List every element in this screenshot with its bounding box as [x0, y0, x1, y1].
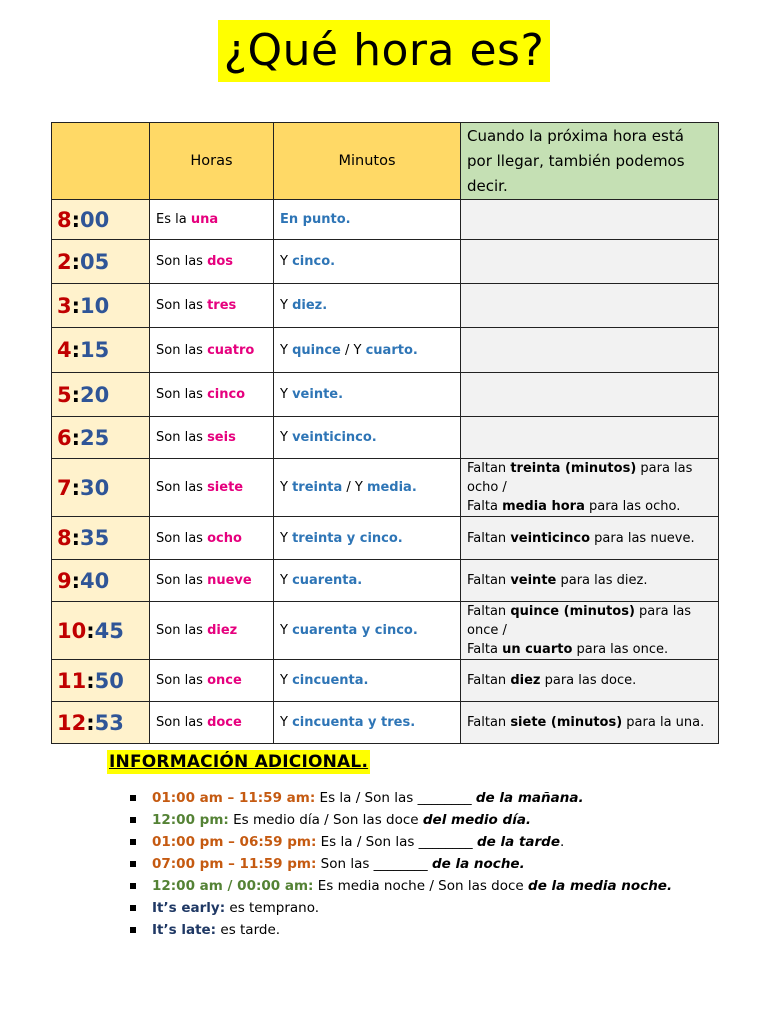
time-hour: 5	[57, 382, 72, 407]
note-cell	[461, 373, 719, 417]
time-colon: :	[71, 526, 81, 550]
info-label: It’s late:	[152, 922, 217, 938]
horas-word: ocho	[207, 530, 242, 546]
minutos-prefix: Y	[280, 623, 293, 638]
note-cell	[461, 200, 719, 240]
note-text: Faltan	[467, 604, 511, 619]
info-label: It’s early:	[152, 900, 226, 916]
time-colon: :	[86, 668, 95, 693]
minutos-prefix: Y	[280, 673, 293, 688]
time-hour: 10	[57, 618, 87, 643]
table-row	[52, 284, 719, 328]
time-table	[51, 122, 719, 744]
bullet-icon	[130, 861, 136, 867]
time-colon: :	[71, 425, 81, 450]
header-blank	[52, 123, 150, 200]
minutos-cell	[274, 284, 461, 328]
time-minute: 20	[80, 382, 110, 407]
note-text: Falta	[467, 642, 503, 657]
info-title: INFORMACIÓN ADICIONAL.	[109, 752, 369, 772]
info-item	[108, 897, 748, 919]
time-hour: 9	[57, 568, 72, 593]
horas-prefix: Son las	[156, 298, 208, 313]
note-cell	[461, 284, 719, 328]
minutos-word: quince	[292, 342, 341, 358]
time-colon: :	[71, 475, 81, 500]
bullet-icon	[130, 817, 136, 823]
minutos-prefix: Y	[280, 387, 293, 402]
time-colon: :	[71, 249, 81, 274]
minutos-word: cuarenta y cinco.	[292, 623, 418, 638]
minutos-cell	[274, 660, 461, 702]
info-text: Es la / Son las ________	[315, 790, 476, 806]
horas-prefix: Son las	[156, 430, 208, 445]
note-text: para las nueve.	[590, 530, 695, 546]
info-emphasis: de la noche.	[431, 856, 525, 872]
time-minute: 05	[80, 249, 110, 274]
bullet-icon	[130, 883, 136, 889]
horas-word: dos	[207, 254, 234, 269]
horas-prefix: Son las	[156, 715, 208, 730]
time-hour: 6	[57, 425, 72, 450]
info-label: 01:00 am – 11:59 am:	[152, 790, 316, 806]
note-text: para las once.	[572, 642, 669, 657]
note-bold: diez	[510, 673, 541, 688]
bullet-icon	[130, 795, 136, 801]
horas-cell	[150, 373, 274, 417]
time-hour: 8	[57, 207, 72, 232]
time-colon: :	[71, 207, 81, 232]
horas-word: doce	[207, 715, 242, 730]
time-hour: 8	[57, 526, 72, 550]
time-cell	[52, 459, 150, 517]
note-text: Faltan	[467, 530, 511, 546]
info-text: es tarde.	[216, 922, 281, 938]
note-bold: media hora	[502, 499, 585, 514]
table-row	[52, 240, 719, 284]
minutos-sep: / Y	[340, 342, 366, 358]
info-label: 01:00 pm – 06:59 pm:	[152, 834, 317, 850]
minutos-word: treinta y cinco.	[292, 530, 403, 546]
time-minute: 15	[80, 338, 110, 362]
info-list	[108, 787, 748, 941]
horas-prefix: Es la	[156, 212, 191, 227]
bullet-icon	[130, 905, 136, 911]
horas-cell	[150, 284, 274, 328]
minutos-prefix: Y	[280, 254, 293, 269]
time-cell	[52, 240, 150, 284]
time-cell	[52, 517, 150, 560]
minutos-cell	[274, 702, 461, 744]
minutos-prefix: Y	[280, 530, 293, 546]
note-text: Falta	[467, 499, 503, 514]
table-row	[52, 200, 719, 240]
minutos-cell	[274, 602, 461, 660]
info-emphasis: de la tarde	[476, 834, 560, 850]
info-item	[108, 853, 748, 875]
horas-prefix: Son las	[156, 530, 208, 546]
note-bold: veinte	[510, 573, 557, 588]
minutos-cell	[274, 560, 461, 602]
minutos-word-alt: cuarto.	[365, 342, 418, 358]
note-cell	[461, 517, 719, 560]
horas-word: cinco	[207, 387, 246, 402]
time-cell	[52, 373, 150, 417]
minutos-cell	[274, 417, 461, 459]
note-cell	[461, 660, 719, 702]
minutos-word: veinticinco.	[292, 430, 377, 445]
note-bold: treinta (minutos)	[510, 461, 637, 476]
note-text: Faltan	[467, 673, 511, 688]
table-row	[52, 560, 719, 602]
info-emphasis: de la mañana.	[475, 790, 584, 806]
note-text: Faltan	[467, 573, 511, 588]
table-row	[52, 517, 719, 560]
info-emphasis: de la media noche.	[528, 878, 673, 894]
time-minute: 00	[80, 207, 110, 232]
page-title: ¿Qué hora es?	[218, 20, 551, 82]
horas-prefix: Son las	[156, 573, 208, 588]
header-horas: Horas	[150, 123, 274, 200]
time-minute: 50	[94, 668, 124, 693]
time-colon: :	[71, 338, 81, 362]
minutos-word: treinta	[292, 480, 343, 495]
info-text: Es medio día / Son las doce	[228, 812, 423, 828]
minutos-word: cincuenta y tres.	[292, 715, 416, 730]
time-cell	[52, 702, 150, 744]
horas-cell	[150, 417, 274, 459]
horas-word: tres	[207, 298, 237, 313]
time-hour: 4	[57, 338, 72, 362]
table-row	[52, 660, 719, 702]
horas-prefix: Son las	[156, 480, 208, 495]
minutos-word: diez.	[292, 298, 328, 313]
note-text: Faltan	[467, 715, 511, 730]
note-cell	[461, 240, 719, 284]
note-cell	[461, 602, 719, 660]
note-bold: siete (minutos)	[510, 715, 623, 730]
horas-word: once	[207, 673, 242, 688]
note-cell	[461, 702, 719, 744]
table-row	[52, 602, 719, 660]
time-minute: 40	[80, 568, 110, 593]
info-text: es temprano.	[225, 900, 320, 916]
horas-cell	[150, 702, 274, 744]
minutos-cell	[274, 517, 461, 560]
table-row	[52, 373, 719, 417]
info-label: 12:00 am / 00:00 am:	[152, 878, 314, 894]
horas-prefix: Son las	[156, 342, 208, 358]
minutos-word: cincuenta.	[292, 673, 369, 688]
info-tail: .	[559, 834, 565, 850]
time-cell	[52, 284, 150, 328]
table-body	[52, 200, 719, 744]
time-hour: 7	[57, 475, 72, 500]
minutos-cell	[274, 240, 461, 284]
horas-word: cuatro	[207, 342, 255, 358]
time-colon: :	[71, 382, 81, 407]
minutos-sep: / Y	[342, 480, 367, 495]
time-hour: 3	[57, 293, 72, 318]
minutos-prefix: Y	[280, 480, 293, 495]
note-cell	[461, 417, 719, 459]
horas-cell	[150, 517, 274, 560]
horas-cell	[150, 459, 274, 517]
horas-cell	[150, 560, 274, 602]
time-minute: 53	[94, 710, 124, 735]
note-bold: un cuarto	[502, 642, 573, 657]
horas-word: una	[190, 212, 219, 227]
horas-cell	[150, 200, 274, 240]
note-bold: quince (minutos)	[510, 604, 635, 619]
time-minute: 45	[94, 618, 124, 643]
header-minutos: Minutos	[274, 123, 461, 200]
table-row	[52, 459, 719, 517]
minutos-prefix: Y	[280, 298, 293, 313]
info-emphasis: del medio día.	[422, 812, 532, 828]
time-colon: :	[86, 710, 95, 735]
info-item	[108, 875, 748, 897]
horas-cell	[150, 602, 274, 660]
table-row	[52, 328, 719, 373]
note-cell	[461, 560, 719, 602]
time-cell	[52, 200, 150, 240]
horas-word: diez	[207, 623, 238, 638]
horas-prefix: Son las	[156, 623, 208, 638]
horas-word: siete	[207, 480, 244, 495]
time-hour: 12	[57, 710, 87, 735]
note-text: Faltan	[467, 461, 511, 476]
note-text: para las diez.	[556, 573, 648, 588]
bullet-icon	[130, 927, 136, 933]
note-text: para las ocho /	[467, 461, 693, 495]
time-minute: 25	[80, 425, 110, 450]
minutos-prefix: Y	[280, 430, 293, 445]
horas-prefix: Son las	[156, 387, 208, 402]
time-minute: 35	[80, 526, 110, 550]
time-hour: 2	[57, 249, 72, 274]
header-row	[52, 123, 719, 200]
info-text: Es la / Son las ________	[316, 834, 477, 850]
info-label: 07:00 pm – 11:59 pm:	[152, 856, 317, 872]
minutos-prefix: Y	[280, 715, 293, 730]
horas-cell	[150, 328, 274, 373]
horas-word: nueve	[207, 573, 252, 588]
minutos-word-alt: media.	[366, 480, 417, 495]
horas-prefix: Son las	[156, 254, 208, 269]
minutos-word: veinte.	[292, 387, 344, 402]
horas-word: seis	[207, 430, 236, 445]
minutos-word: cuarenta.	[292, 573, 363, 588]
info-item	[108, 919, 748, 941]
note-bold: veinticinco	[510, 530, 591, 546]
time-cell	[52, 328, 150, 373]
minutos-cell	[274, 328, 461, 373]
note-text: para las doce.	[540, 673, 637, 688]
horas-cell	[150, 240, 274, 284]
horas-cell	[150, 660, 274, 702]
time-cell	[52, 602, 150, 660]
table-row	[52, 417, 719, 459]
minutos-word: En punto.	[280, 212, 351, 227]
info-item	[108, 809, 748, 831]
table-row	[52, 702, 719, 744]
minutos-prefix: Y	[280, 342, 293, 358]
minutos-cell	[274, 459, 461, 517]
bullet-icon	[130, 839, 136, 845]
minutos-cell	[274, 373, 461, 417]
minutos-cell	[274, 200, 461, 240]
horas-prefix: Son las	[156, 673, 208, 688]
time-cell	[52, 560, 150, 602]
title-wrap	[0, 20, 768, 82]
header-note: Cuando la próxima hora está por llegar, también podemos decir.	[461, 123, 719, 200]
info-item	[108, 831, 748, 853]
time-cell	[52, 417, 150, 459]
note-cell	[461, 459, 719, 517]
minutos-word: cinco.	[292, 254, 336, 269]
time-minute: 10	[80, 293, 110, 318]
minutos-prefix: Y	[280, 573, 293, 588]
note-text: para las ocho.	[584, 499, 681, 514]
time-colon: :	[86, 618, 95, 643]
info-text: Son las ________	[316, 856, 432, 872]
note-text: para las once /	[467, 604, 692, 638]
note-cell	[461, 328, 719, 373]
time-hour: 11	[57, 668, 87, 693]
info-text: Es media noche / Son las doce	[313, 878, 529, 894]
time-cell	[52, 660, 150, 702]
time-colon: :	[71, 293, 81, 318]
info-label: 12:00 pm:	[152, 812, 229, 828]
time-colon: :	[71, 568, 81, 593]
time-minute: 30	[80, 475, 110, 500]
info-item	[108, 787, 748, 809]
note-text: para la una.	[622, 715, 705, 730]
